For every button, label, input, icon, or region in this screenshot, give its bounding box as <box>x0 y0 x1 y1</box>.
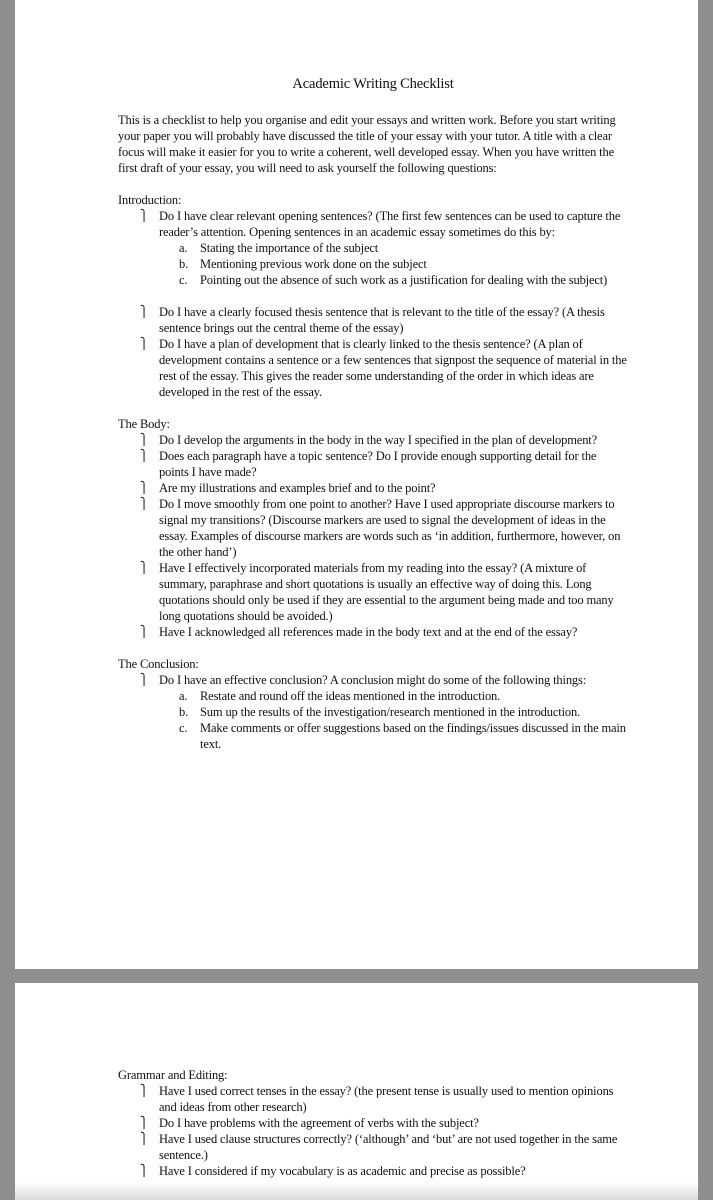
checklist-item-text: Do I have problems with the agreement of verbs with the subject? <box>159 1116 479 1130</box>
sub-item-letter: b. <box>179 705 189 719</box>
checklist-item <box>118 672 628 752</box>
bracket-bullet-icon: ⎫ <box>140 561 149 574</box>
checklist-item-text: Have I used clause structures correctly? (‘although’ and ‘but’ are not used together in the same sentence.) <box>159 1132 618 1162</box>
sub-list <box>159 240 628 288</box>
sub-list-item <box>159 704 628 720</box>
sub-item-letter: a. <box>179 689 188 703</box>
checklist-item <box>118 1115 628 1131</box>
checklist-item-text: Do I have clear relevant opening sentences? (The first few sentences can be used to capture the reader’s attention. Opening sentences in an academic essay sometimes do this by: <box>159 209 621 239</box>
sub-list-item <box>159 272 628 288</box>
bracket-bullet-icon: ⎫ <box>140 625 149 638</box>
bracket-bullet-icon: ⎫ <box>140 337 149 350</box>
checklist-item <box>118 1131 628 1163</box>
checklist-item <box>118 480 628 496</box>
checklist-item-text: Have I effectively incorporated materials from my reading into the essay? (A mixture of summary, paraphrase and short quotations is usually an effective way of doing this. Long quotations should only be used if they are essential to the argument being made and too many long quotations should be avoided.) <box>159 561 614 623</box>
section-heading: The Conclusion: <box>118 657 199 671</box>
checklist-item-text: Do I develop the arguments in the body in the way I specified in the plan of development? <box>159 433 598 447</box>
section-heading: The Body: <box>118 417 170 431</box>
document-title: Academic Writing Checklist <box>292 76 454 92</box>
sub-item-text: Mentioning previous work done on the subject <box>200 257 427 271</box>
bracket-bullet-icon: ⎫ <box>140 497 149 510</box>
checklist-item <box>118 624 628 640</box>
bracket-bullet-icon: ⎫ <box>140 481 149 494</box>
sub-item-letter: b. <box>179 257 189 271</box>
checklist-item-text: Does each paragraph have a topic sentence? Do I provide enough supporting detail for the points I have made? <box>159 449 597 479</box>
checklist-item-text: Are my illustrations and examples brief and to the point? <box>159 481 436 495</box>
checklist <box>118 208 628 400</box>
section-conclusion <box>118 656 628 752</box>
section-heading: Introduction: <box>118 193 182 207</box>
bracket-bullet-icon: ⎫ <box>140 209 149 222</box>
checklist-item <box>118 1083 628 1115</box>
page-2-content <box>118 1067 628 1179</box>
checklist-item-text: Have I considered if my vocabulary is as academic and precise as possible? <box>159 1164 526 1178</box>
checklist-item-text: Do I have a clearly focused thesis sentence that is relevant to the title of the essay? (A thesis sentence brings out the central theme of the essay) <box>159 305 605 335</box>
bracket-bullet-icon: ⎫ <box>140 1164 149 1177</box>
sub-item-text: Sum up the results of the investigation/research mentioned in the introduction. <box>200 705 581 719</box>
sub-list-item <box>159 256 628 272</box>
sub-list-item <box>159 720 628 752</box>
sub-list <box>159 688 628 752</box>
section-introduction <box>118 192 628 400</box>
bracket-bullet-icon: ⎫ <box>140 673 149 686</box>
sub-list-item <box>159 240 628 256</box>
checklist-item-text: Do I have an effective conclusion? A conclusion might do some of the following things: <box>159 673 587 687</box>
checklist <box>118 432 628 640</box>
bracket-bullet-icon: ⎫ <box>140 1132 149 1145</box>
page-1-content <box>118 76 628 752</box>
checklist-item-text: Do I move smoothly from one point to another? Have I used appropriate discourse markers to signal my transitions? (Discourse markers are used to signal the development of ideas in the essay. Examples of discourse markers are words such as ‘in addition, furthermore, however, on the other hand’) <box>159 497 621 559</box>
section-heading: Grammar and Editing: <box>118 1068 228 1082</box>
sub-item-letter: a. <box>179 241 188 255</box>
checklist <box>118 1083 628 1179</box>
checklist-item <box>118 496 628 560</box>
bracket-bullet-icon: ⎫ <box>140 305 149 318</box>
bracket-bullet-icon: ⎫ <box>140 433 149 446</box>
section-grammar-editing <box>118 1067 628 1179</box>
page-bottom-shadow <box>15 1182 698 1200</box>
checklist-item <box>118 448 628 480</box>
sub-item-letter: c. <box>179 273 188 287</box>
checklist-item <box>118 1163 628 1179</box>
intro-paragraph: This is a checklist to help you organise and edit your essays and written work. Before you start writing your paper you will probably have discussed the title of your essay with your tutor. A title with a clear focus will make it easier for you to write a coherent, well developed essay. When you have written the first draft of your essay, you will need to ask yourself the following questions: <box>118 113 616 175</box>
sub-item-letter: c. <box>179 721 188 735</box>
document-page-1 <box>15 0 698 969</box>
checklist-item <box>118 432 628 448</box>
sub-item-text: Restate and round off the ideas mentioned in the introduction. <box>200 689 501 703</box>
checklist-item-text: Have I acknowledged all references made in the body text and at the end of the essay? <box>159 625 578 639</box>
bracket-bullet-icon: ⎫ <box>140 1116 149 1129</box>
sub-item-text: Pointing out the absence of such work as a justification for dealing with the subject) <box>200 273 608 287</box>
checklist-item <box>118 336 628 400</box>
checklist-item <box>118 304 628 336</box>
checklist <box>118 672 628 752</box>
checklist-item-text: Do I have a plan of development that is clearly linked to the thesis sentence? (A plan of development contains a sentence or a few sentences that signpost the sequence of material in the rest of the essay. This gives the reader some understanding of the order in which ideas are developed in the rest of the essay. <box>159 337 627 399</box>
checklist-item <box>118 560 628 624</box>
checklist-item-text: Have I used correct tenses in the essay? (the present tense is usually used to mention opinions and ideas from other research) <box>159 1084 614 1114</box>
bracket-bullet-icon: ⎫ <box>140 449 149 462</box>
document-page-2 <box>15 983 698 1200</box>
sub-item-text: Stating the importance of the subject <box>200 241 379 255</box>
checklist-item <box>118 208 628 288</box>
sub-item-text: Make comments or offer suggestions based on the findings/issues discussed in the main text. <box>200 721 626 751</box>
bracket-bullet-icon: ⎫ <box>140 1084 149 1097</box>
sub-list-item <box>159 688 628 704</box>
section-body <box>118 416 628 640</box>
